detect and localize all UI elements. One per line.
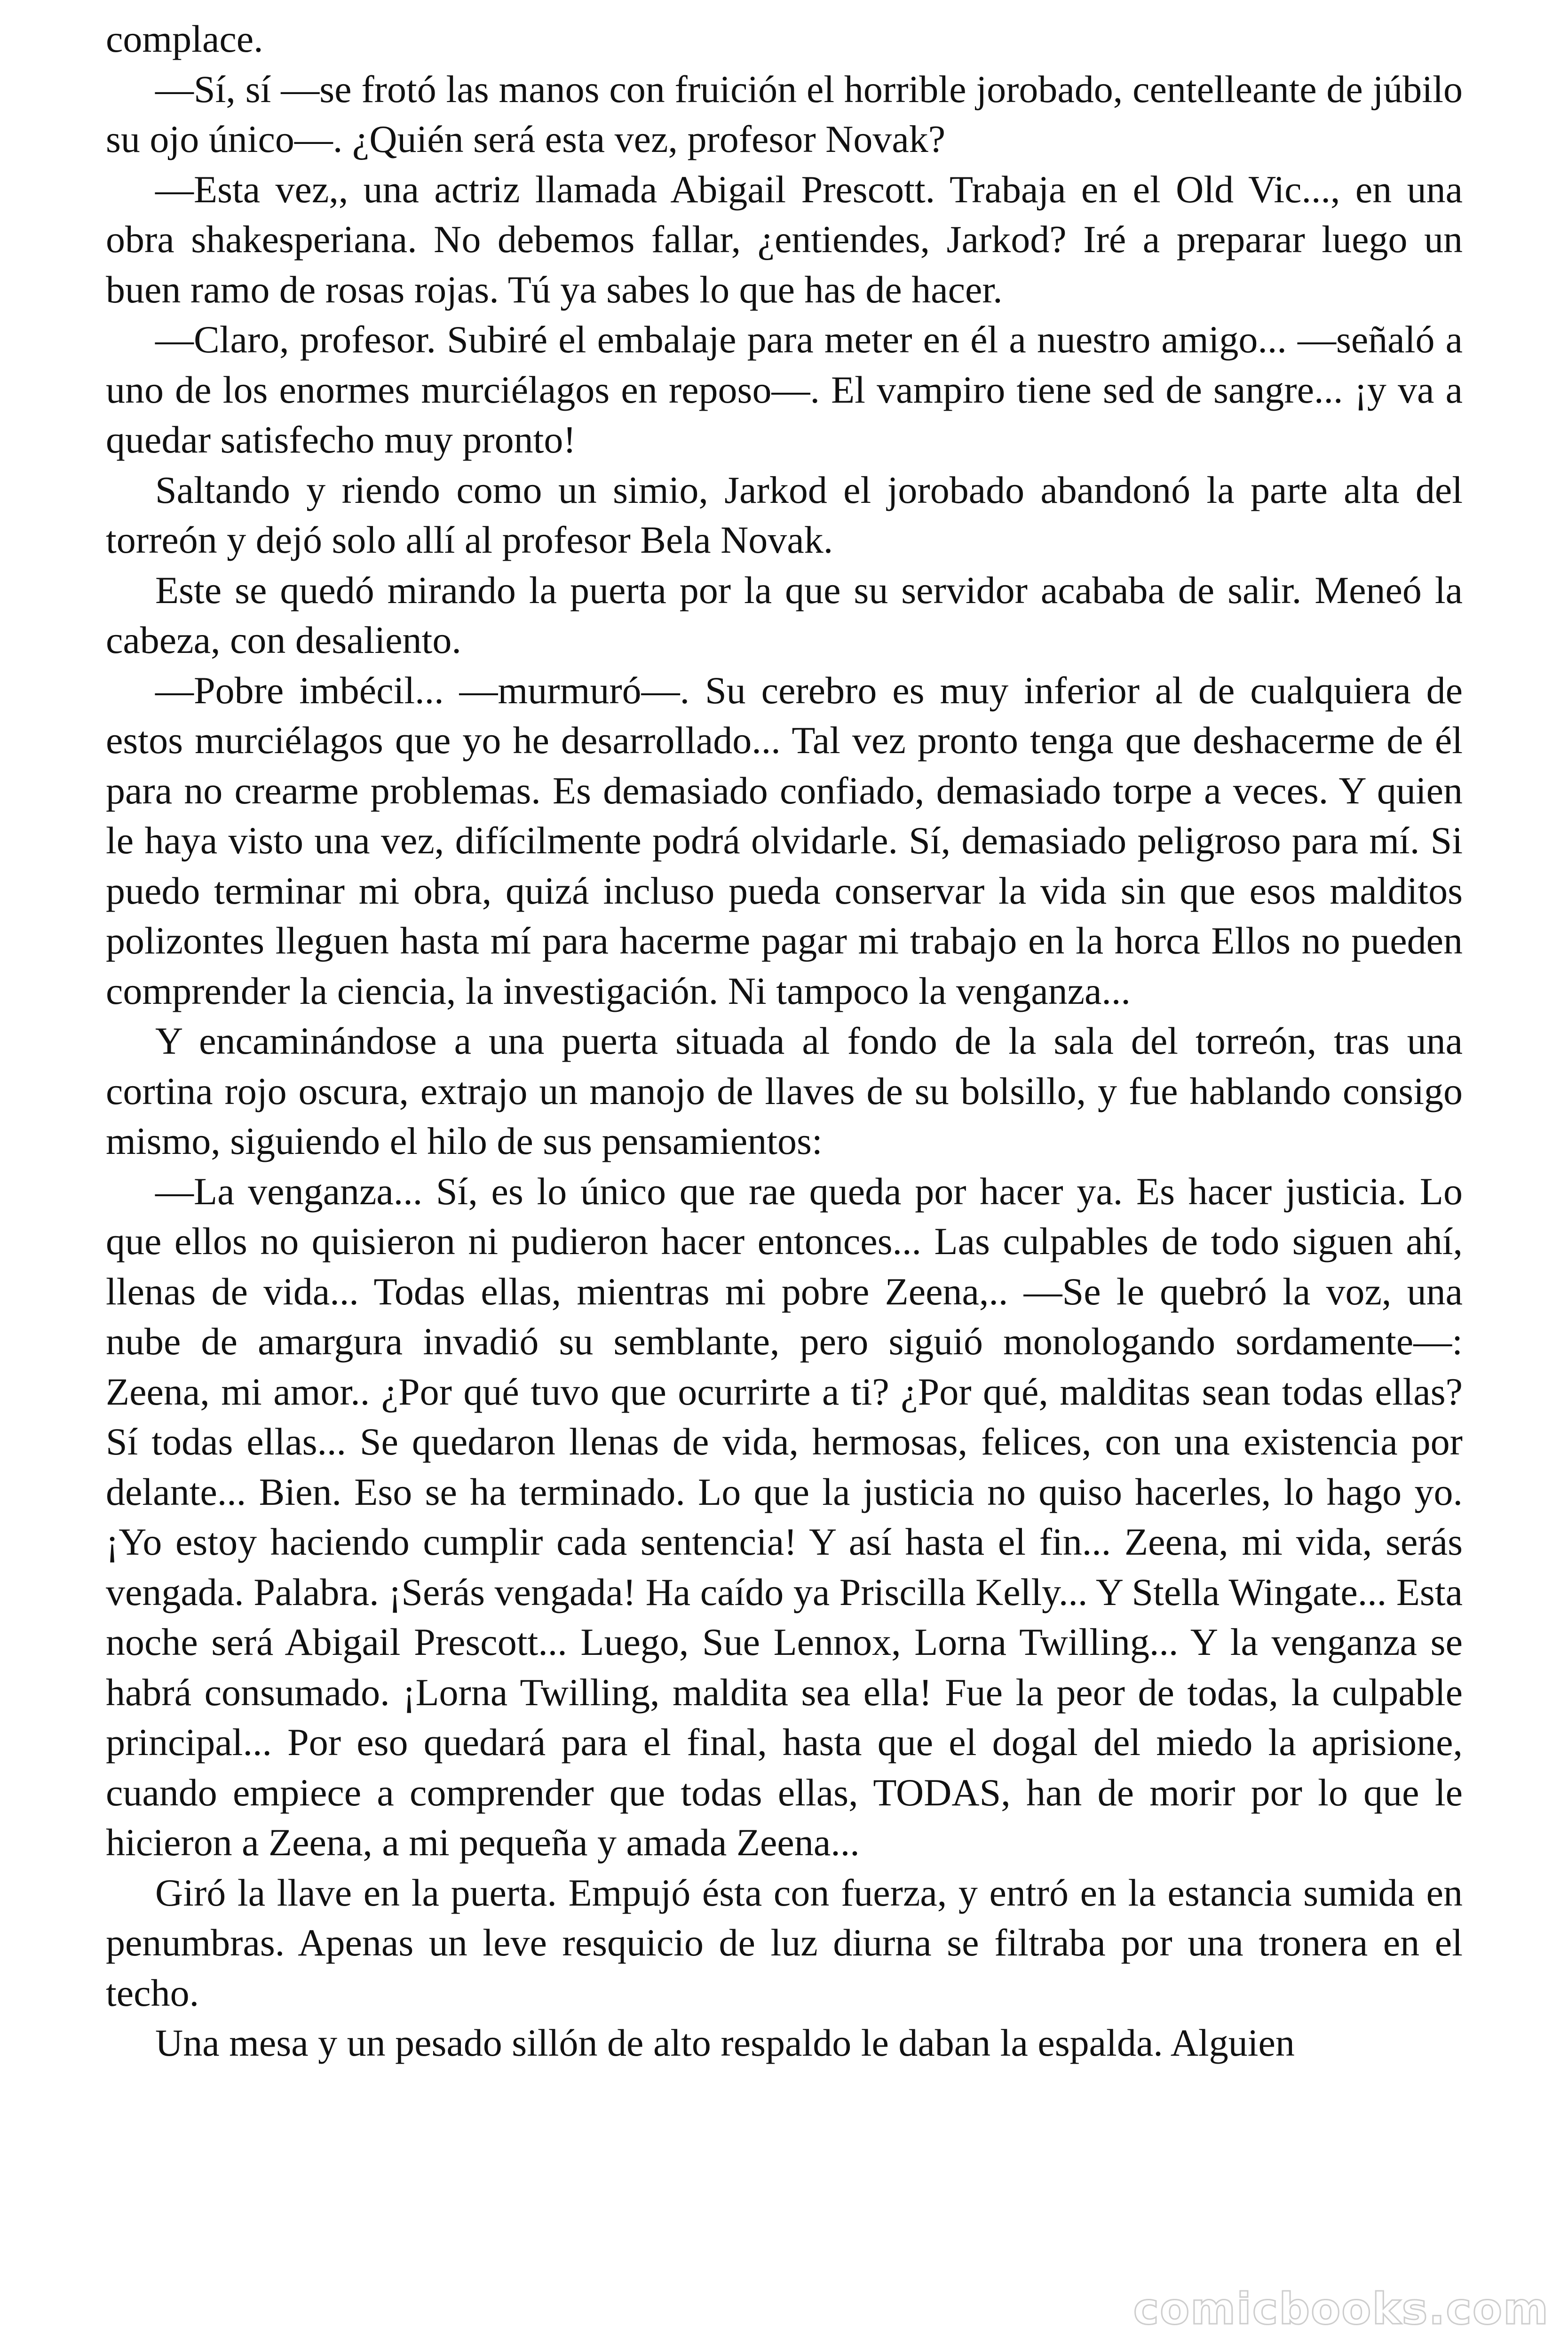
paragraph-3: —Esta vez,, una actriz llamada Abigail Prescott. Trabaja en el Old Vic..., en una obra shakesperiana. No debemos fallar, ¿entiendes, Jarkod? Iré a preparar luego un buen ramo de rosas rojas. Tú ya sabes lo que has de hacer. (106, 167, 1463, 311)
watermark-text: comicbooks.com (1133, 2284, 1549, 2334)
paragraph-5: Saltando y riendo como un simio, Jarkod el jorobado abandonó la parte alta del torreón y dejó solo allí al profesor Bela Novak. (106, 468, 1463, 561)
paragraph-4: —Claro, profesor. Subiré el embalaje para meter en él a nuestro amigo... —señaló a uno de los enormes murciélagos en reposo—. El vampiro tiene sed de sangre... ¡y va a quedar satisfecho muy pronto! (106, 318, 1463, 461)
paragraph-9: —La venganza... Sí, es lo único que rae queda por hacer ya. Es hacer justicia. Lo que ellos no quisieron ni pudieron hacer entonces... Las culpables de todo siguen ahí, llenas de vida... Todas ellas, mientras mi pobre Zeena,.. —Se le quebró la voz, una nube de amargura invadió su semblante, pero siguió monologando sordamente—: Zeena, mi amor.. ¿Por qué tuvo que ocurrirte a ti? ¿Por qué, malditas sean todas ellas? Sí todas ellas... Se quedaron llenas de vida, hermosas, felices, con una existencia por delante... Bien. Eso se ha terminado. Lo que la justicia no quiso hacerles, lo hago yo. ¡Yo estoy haciendo cumplir cada sentencia! Y así hasta el fin... Zeena, mi vida, serás vengada. Palabra. ¡Serás vengada! Ha caído ya Priscilla Kelly... Y Stella Wingate... Esta noche será Abigail Prescott... Luego, Sue Lennox, Lorna Twilling... Y la venganza se habrá consumado. ¡Lorna Twilling, maldita sea ella! Fue la peor de todas, la culpable principal... Por eso quedará para el final, hasta que el dogal del miedo la aprisione, cuando empiece a comprender que todas ellas, TODAS, han de morir por lo que le hicieron a Zeena, a mi pequeña y amada Zeena... (106, 1169, 1463, 1864)
paragraph-7: —Pobre imbécil... —murmuró—. Su cerebro es muy inferior al de cualquiera de estos murciélagos que yo he desarrollado... Tal vez pronto tenga que deshacerme de él para no crearme problemas. Es demasiado confiado, demasiado torpe a veces. Y quien le haya visto una vez, difícilmente podrá olvidarle. Sí, demasiado peligroso para mí. Si puedo terminar mi obra, quizá incluso pueda conservar la vida sin que esos malditos polizontes lleguen hasta mí para hacerme pagar mi trabajo en la horca Ellos no pueden comprender la ciencia, la investigación. Ni tampoco la venganza... (106, 668, 1463, 1012)
paragraph-6: Este se quedó mirando la puerta por la que su servidor acababa de salir. Meneó la cabeza, con desaliento. (106, 568, 1463, 661)
paragraph-10: Giró la llave en la puerta. Empujó ésta con fuerza, y entró en la estancia sumida en penumbras. Apenas un leve resquicio de luz diurna se filtraba por una tronera en el techo. (106, 1871, 1463, 2014)
paragraph-1: complace. (106, 17, 263, 60)
paragraph-2: —Sí, sí —se frotó las manos con fruición el horrible jorobado, centelleante de júbilo su ojo único—. ¿Quién será esta vez, profesor Novak? (106, 67, 1463, 160)
book-page (106, 14, 1463, 2068)
paragraph-11: Una mesa y un pesado sillón de alto respaldo le daban la espalda. Alguien (155, 2021, 1295, 2064)
paragraph-8: Y encaminándose a una puerta situada al fondo de la sala del torreón, tras una cortina rojo oscura, extrajo un manojo de llaves de su bolsillo, y fue hablando consigo mismo, siguiendo el hilo de sus pensamientos: (106, 1019, 1463, 1162)
